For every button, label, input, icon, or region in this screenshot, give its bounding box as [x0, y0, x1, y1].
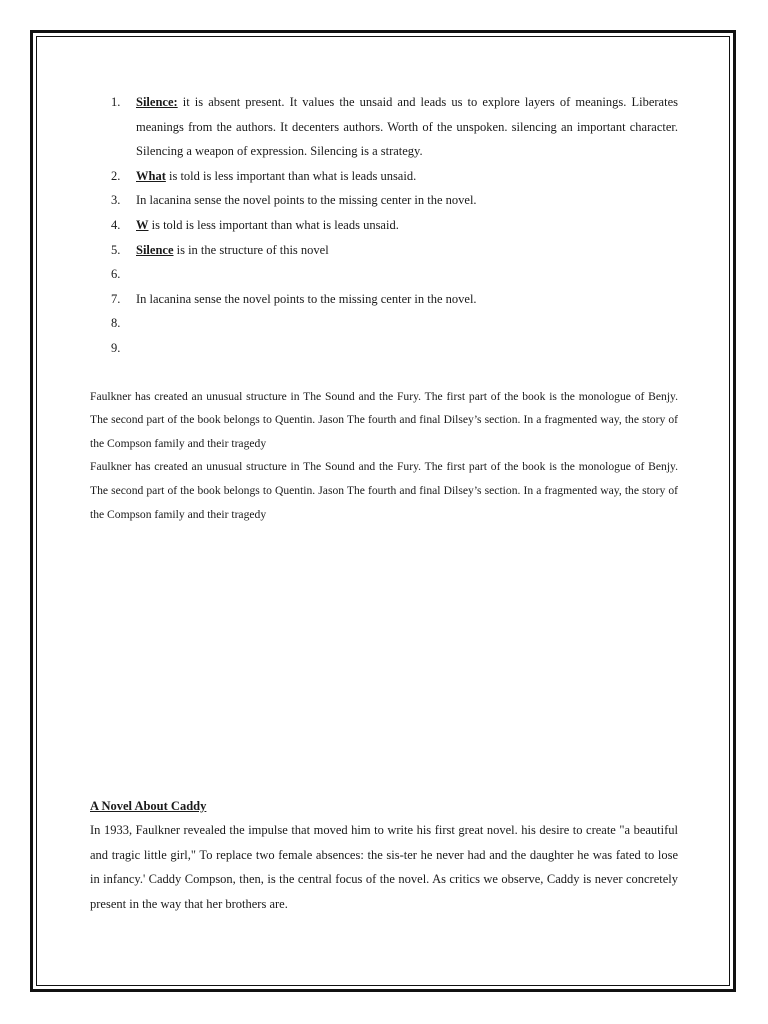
list-number: 8. [111, 316, 121, 331]
list-item-lead: Silence: [136, 95, 178, 109]
section-heading: A Novel About Caddy [90, 799, 207, 813]
list-item [90, 90, 678, 164]
structure-paragraph: Faulkner has created an unusual structure in The Sound and the Fury. The first part of the book is the monologue of Benjy. The second part of the book belongs to Quentin. Jason The fourth and final Dilsey’s section. In a fragmented way, the story of the Compson family and their tragedy [90, 389, 678, 450]
list-number: 4. [111, 217, 121, 232]
list-item [90, 336, 678, 361]
list-item-lead: What [136, 168, 166, 183]
list-item [90, 287, 678, 312]
list-item-lead: Silence [136, 242, 174, 257]
list-item-text: In lacanina sense the novel points to the missing center in the novel. [136, 193, 477, 208]
list-item [90, 188, 678, 213]
list-number: 5. [111, 242, 121, 257]
list-number: 9. [111, 340, 121, 355]
list-number: 2. [111, 168, 121, 183]
silence-list [90, 90, 678, 361]
list-number: 1. [111, 95, 121, 109]
structure-paragraph: Faulkner has created an unusual structure in The Sound and the Fury. The first part of the book is the monologue of Benjy. The second part of the book belongs to Quentin. Jason The fourth and final Dilsey’s section. In a fragmented way, the story of the Compson family and their tragedy [90, 460, 678, 521]
list-item-text: is told is less important than what is leads unsaid. [165, 168, 417, 183]
list-item [90, 238, 678, 263]
list-number: 6. [111, 267, 121, 282]
list-item [90, 262, 678, 287]
list-item [90, 213, 678, 238]
document-body [90, 90, 678, 526]
caddy-paragraph: In 1933, Faulkner revealed the impulse that moved him to write his first great novel. his desire to create "a beautiful and tragic little girl," To replace two female absences: the sis-ter he never had and the daughter he was fated to lose in infancy.' Caddy Compson, then, is the central focus of the novel. As critics we observe, Caddy is never concretely present in the way that her brothers are. [90, 823, 678, 911]
list-number: 7. [111, 291, 121, 306]
list-item-text: it is absent present. It values the unsaid and leads us to explore layers of meanings. Liberates meanings from the authors. It decenters authors. Worth of the unspoken. silencing an important character. Silencing a weapon of expression. Silencing is a strategy. [136, 95, 678, 159]
list-item-text: is told is less important than what is leads unsaid. [148, 217, 399, 232]
list-item-text: is in the structure of this novel [173, 242, 329, 257]
list-item-text: In lacanina sense the novel points to the missing center in the novel. [136, 291, 477, 306]
list-number: 3. [111, 193, 121, 208]
list-item-lead: W [136, 217, 149, 232]
list-item [90, 311, 678, 336]
list-item [90, 164, 678, 189]
